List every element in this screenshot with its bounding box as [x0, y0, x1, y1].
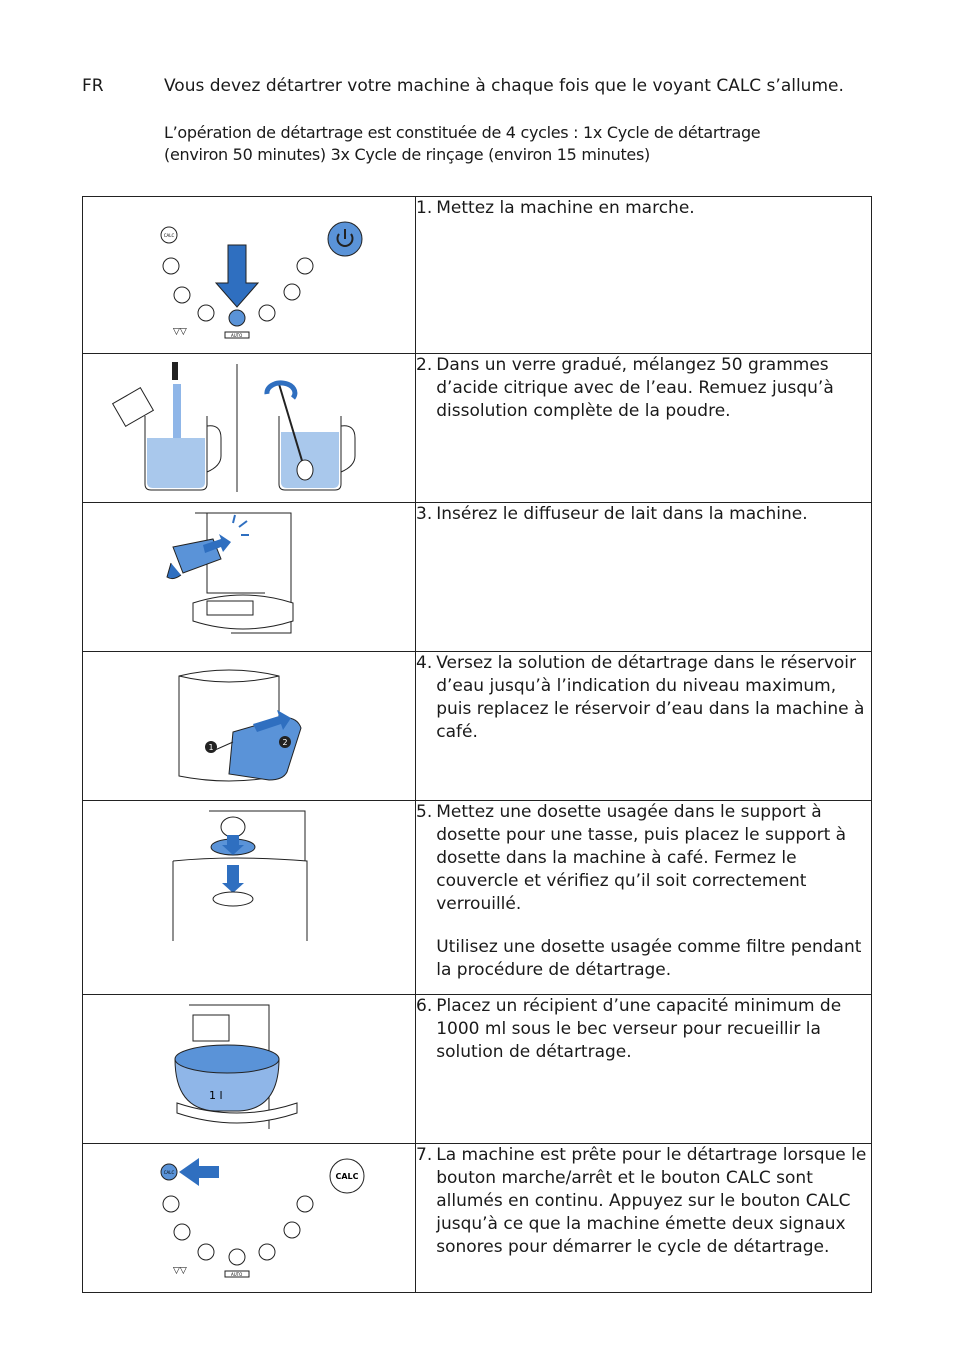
step-5-illustration: [83, 801, 416, 995]
step-2-illustration: [83, 354, 416, 503]
mixing-solution-illustration: [83, 354, 415, 502]
step-number: 5.: [416, 802, 433, 822]
volume-label: 1 l: [209, 1089, 223, 1102]
step-body: Mettez la machine en marche.: [436, 198, 695, 218]
down-arrow-icon: [222, 865, 244, 893]
intro-cycles-line-2: (environ 50 minutes) 3x Cycle de rinçage (environ 15 minutes): [164, 145, 650, 164]
cup-button-icon: [297, 258, 313, 274]
cappuccino-button-icon: [259, 305, 275, 321]
calc-large-label: CALC: [335, 1172, 359, 1181]
step-note: Utilisez une dosette usagée comme filtre pendant la procédure de détartrage.: [436, 937, 862, 980]
jug-water-right: [281, 432, 339, 488]
espresso-button-icon: [198, 1244, 214, 1260]
control-panel-power-illustration: [83, 197, 415, 353]
jug-handle-icon: [207, 426, 221, 472]
marker-2-label: 2: [282, 738, 288, 747]
step-7-illustration: [83, 1144, 416, 1293]
step-body: Dans un verre gradué, mélangez 50 grammes d’acide citrique avec de l’eau. Remuez jusqu’à dissolution complète de la poudre.: [436, 355, 834, 421]
step-row-5: [83, 801, 872, 995]
step-body: Mettez une dosette usagée dans le support à dosette pour une tasse, puis placez le support à dosette dans la machine à café. Fermez le couvercle et vérifiez qu’il soit correctement verrouillé.: [436, 802, 847, 914]
click-sound-icon: [233, 515, 249, 535]
espresso-button-icon: [198, 305, 214, 321]
step-number: 7.: [416, 1145, 433, 1165]
step-body: La machine est prête pour le détartrage lorsque le bouton marche/arrêt et le bouton CALC sont allumés en continu. Appuyez sur le bouton CALC jusqu’à ce que la machine émette deux signaux sonores pour démarrer le cycle de détartrage.: [436, 1145, 867, 1257]
step-number: 6.: [416, 996, 433, 1016]
milk-frother-insert-illustration: [83, 503, 415, 651]
step-number: 2.: [416, 355, 433, 375]
cup-sizes-icon: ▽▽: [173, 327, 187, 337]
cup-button-icon: [163, 258, 179, 274]
step-row-4: [83, 652, 872, 801]
step-4-illustration: [83, 652, 416, 801]
language-code: FR: [82, 76, 104, 96]
step-body: Placez un récipient d’une capacité minimum de 1000 ml sous le bec verseur pour recueillir la solution de détartrage.: [436, 996, 842, 1062]
used-pod-icon: [221, 817, 245, 837]
marker-1-label: 1: [208, 743, 214, 752]
step-5-text: [416, 801, 872, 995]
auto-label: AUTO: [231, 333, 243, 338]
left-arrow-icon: [179, 1158, 219, 1186]
steps-table: [82, 196, 872, 1293]
cup-button-icon: [163, 1196, 179, 1212]
cup-sizes-icon: ▽▽: [173, 1266, 187, 1276]
coffee-strength-icon: [284, 284, 300, 300]
milk-button-icon: [174, 1224, 190, 1240]
step-7-text: [416, 1144, 872, 1293]
step-row-3: [83, 503, 872, 652]
step-body: Insérez le diffuseur de lait dans la machine.: [436, 504, 808, 524]
drip-tray-icon: [193, 595, 293, 629]
step-number: 3.: [416, 504, 433, 524]
power-button-icon: [229, 1249, 245, 1265]
step-body: Versez la solution de détartrage dans le réservoir d’eau jusqu’à l’indication du niveau maximum, puis replacez le réservoir d’eau dans la machine à café.: [436, 653, 865, 742]
step-6-text: [416, 995, 872, 1144]
step-6-illustration: [83, 995, 416, 1144]
step-1-illustration: [83, 197, 416, 354]
coffee-strength-icon: [284, 1222, 300, 1238]
step-row-2: [83, 354, 872, 503]
down-arrow-icon: [216, 245, 258, 307]
milk-button-icon: [174, 287, 190, 303]
power-button-small-icon: [229, 310, 245, 326]
calc-small-label: CALC: [163, 1170, 175, 1175]
intro-cycles-text: [164, 122, 864, 166]
cup-button-icon: [297, 1196, 313, 1212]
intro-cycles-line-1: L’opération de détartrage est constituée de 4 cycles : 1x Cycle de détartrage: [164, 123, 761, 142]
pod-holder-illustration: [83, 801, 415, 994]
spout-icon: [193, 1015, 229, 1041]
step-row-7: [83, 1144, 872, 1293]
jug-water-left: [147, 438, 205, 488]
step-3-illustration: [83, 503, 416, 652]
calc-small-label: CALC: [163, 233, 175, 238]
step-1-text: [416, 197, 872, 354]
step-number: 1.: [416, 198, 433, 218]
control-panel-calc-illustration: [83, 1144, 415, 1292]
intro-text: Vous devez détartrer votre machine à chaque fois que le voyant CALC s’allume.: [164, 76, 844, 96]
step-2-text: [416, 354, 872, 503]
step-row-1: [83, 197, 872, 354]
water-tank-refill-illustration: [83, 652, 415, 800]
container-under-spout-illustration: [83, 995, 415, 1143]
auto-label: AUTO: [231, 1272, 243, 1277]
step-4-text: [416, 652, 872, 801]
step-3-text: [416, 503, 872, 652]
step-row-6: [83, 995, 872, 1144]
step-number: 4.: [416, 653, 433, 673]
sachet-icon: [113, 388, 154, 427]
cappuccino-button-icon: [259, 1244, 275, 1260]
